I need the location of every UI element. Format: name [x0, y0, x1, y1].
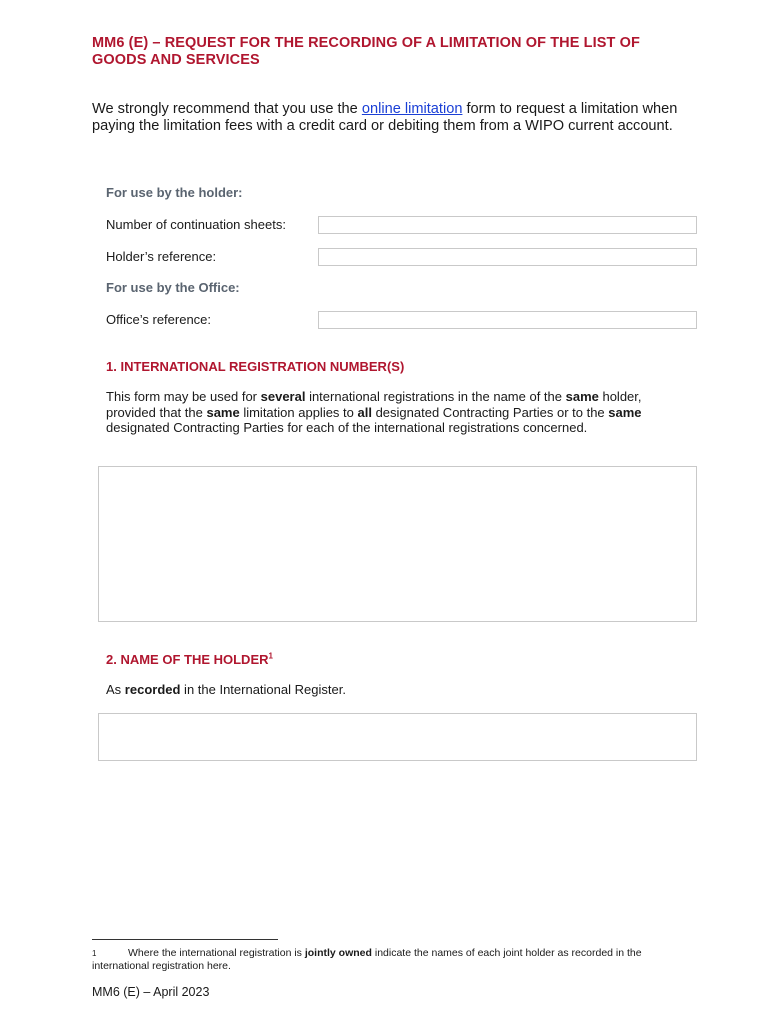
continuation-sheets-input[interactable]: [318, 216, 697, 234]
continuation-sheets-label: Number of continuation sheets:: [106, 217, 286, 232]
form-title: MM6 (E) – REQUEST FOR THE RECORDING OF A LIMITATION OF THE LIST OF GOODS AND SERVICES: [92, 35, 640, 68]
footnote: 1 Where the international registration is jointly owned indicate the names of each joint holder as recorded in the international registration here.: [92, 947, 642, 972]
section1-instructions: This form may be used for several international registrations in the name of the same holder, provided that the same limitation applies to all designated Contracting Parties or to the same designated Contracting Parties for each of the international registrations concerned.: [106, 389, 642, 435]
section2-heading-text: 2. NAME OF THE HOLDER: [106, 652, 269, 667]
holder-reference-input[interactable]: [318, 248, 697, 266]
page-footer: MM6 (E) – April 2023: [92, 985, 210, 999]
footnote-number: 1: [92, 949, 97, 958]
office-reference-label: Office’s reference:: [106, 312, 212, 327]
office-use-heading: For use by the Office:: [106, 280, 240, 295]
holder-name-textarea[interactable]: [98, 713, 697, 761]
footnote-ref: 1: [268, 651, 273, 661]
holder-use-heading: For use by the holder:: [106, 185, 243, 200]
intro-text-after: form to request a limitation when paying the limitation fees with a credit card or debiting them from a WIPO current account.: [92, 101, 678, 134]
section2-heading: [106, 652, 273, 668]
holder-reference-label: Holder’s reference:: [106, 249, 217, 264]
online-limitation-link[interactable]: online limitation: [361, 101, 463, 117]
office-reference-input[interactable]: [318, 311, 697, 329]
intro-text-before: We strongly recommend that you use the: [92, 101, 362, 117]
intro-paragraph: [92, 101, 702, 135]
section2-instructions: As recorded in the International Register.: [106, 682, 346, 697]
registration-numbers-textarea[interactable]: [98, 466, 697, 622]
section1-heading: 1. INTERNATIONAL REGISTRATION NUMBER(S): [106, 359, 405, 374]
footnote-divider: [92, 939, 278, 940]
